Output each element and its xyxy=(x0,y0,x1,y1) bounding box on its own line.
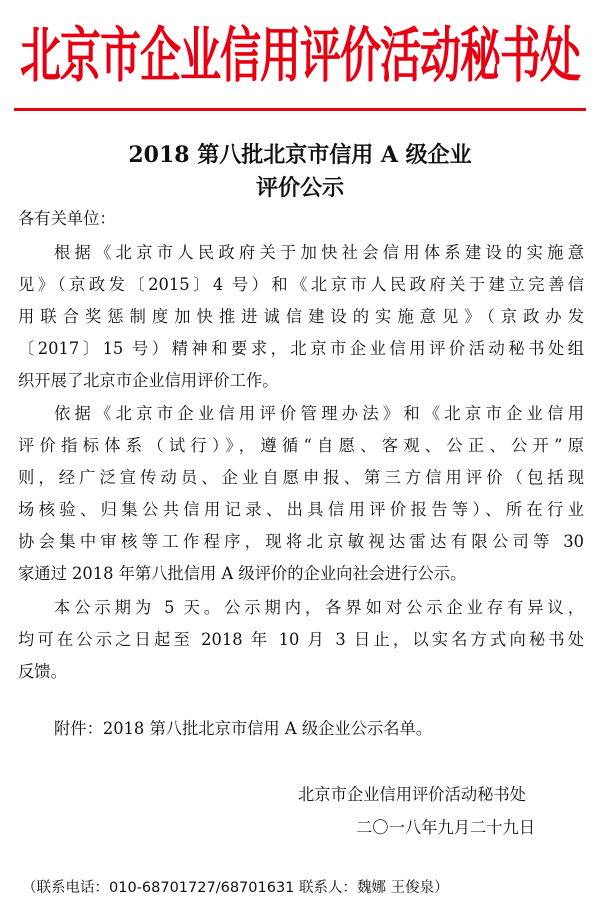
salutation: 各有关单位： xyxy=(18,209,116,228)
paragraph-1-line: 见》（京政发〔2015〕4 号）和《北京市人民政府关于建立完善信 xyxy=(18,275,584,294)
attachment-note: 附件：2018 第八批北京市信用 A 级企业公示名单。 xyxy=(54,719,433,738)
paragraph-2-line: 家通过 2018 年第八批信用 A 级评价的企业向社会进行公示。 xyxy=(18,564,467,583)
signature-date: 二〇一八年九月二十九日 xyxy=(356,818,536,837)
paragraph-2-line: 协会集中审核等工作程序，现将北京敏视达雷达有限公司等 30 xyxy=(18,532,584,551)
document-title-line-2: 评价公示 xyxy=(255,175,344,201)
paragraph-3-line: 反馈。 xyxy=(18,662,67,681)
paragraph-1-line: 根据《北京市人民政府关于加快社会信用体系建设的实施意 xyxy=(54,243,584,262)
org-banner: 北京市企业信用评价活动秘书处 xyxy=(20,20,580,91)
paragraph-3-line: 本公示期为 5 天。公示期内，各界如对公示企业存有异议， xyxy=(54,598,584,617)
paragraph-1-line: 〔2017〕15 号）精神和要求，北京市企业信用评价活动秘书处组 xyxy=(18,339,584,358)
banner-rule xyxy=(14,108,586,111)
paragraph-3-line: 均可在公示之日起至 2018 年 10 月 3 日止，以实名方式向秘书处 xyxy=(18,630,584,649)
signature-org: 北京市企业信用评价活动秘书处 xyxy=(298,785,526,804)
paragraph-2-line: 场核验、归集公共信用记录、出具信用评价报告等）、所在行业 xyxy=(18,500,584,519)
paragraph-1-line: 织开展了北京市企业信用评价工作。 xyxy=(18,371,279,390)
paragraph-2-line: 依据《北京市企业信用评价管理办法》和《北京市企业信用 xyxy=(54,404,584,423)
document-title-line-1: 2018 第八批北京市信用 A 级企业 xyxy=(128,142,472,168)
contact-footer: （联系电话：010-68701727/68701631 联系人：魏娜 王俊泉） xyxy=(22,880,449,896)
paragraph-1-line: 用联合奖惩制度加快推进诚信建设的实施意见》（京政办发 xyxy=(18,307,584,326)
paragraph-2-line: 则，经广泛宣传动员、企业自愿申报、第三方信用评价（包括现 xyxy=(18,468,584,487)
paragraph-2-line: 评价指标体系（试行）》，遵循“自愿、客观、公正、公开”原 xyxy=(18,436,584,455)
